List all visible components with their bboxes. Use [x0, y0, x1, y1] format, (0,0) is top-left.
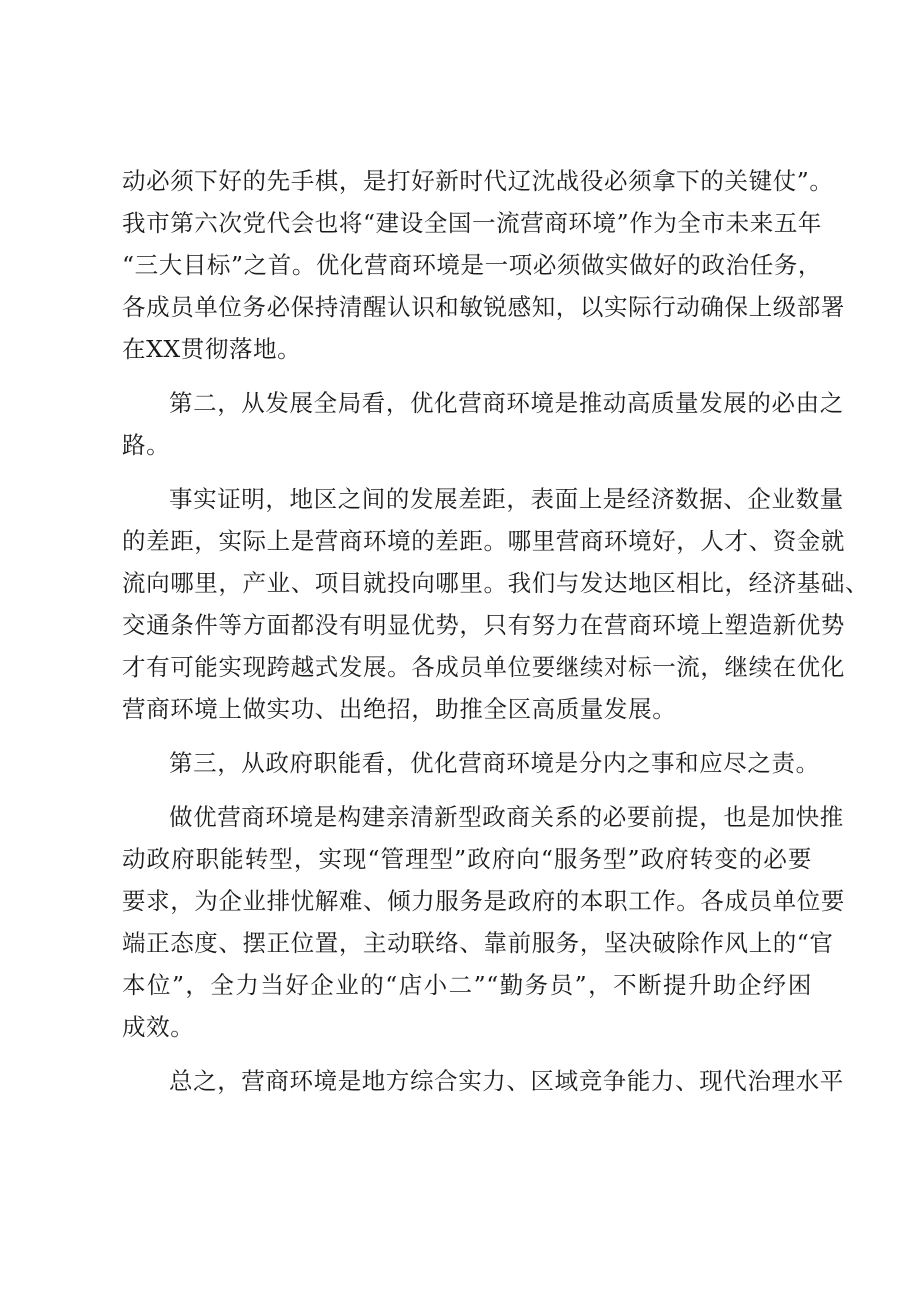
paragraph-gap [122, 466, 812, 478]
text-line: 的差距，实际上是营商环境的差距。哪里营商环境好，人才、资金就 [122, 527, 845, 555]
paragraph [122, 742, 820, 784]
text-line: 成效。 [122, 1013, 195, 1041]
text-line: 要求，为企业排忧解难、倾力服务是政府的本职工作。各成员单位要 [122, 887, 845, 915]
paragraph [122, 160, 845, 370]
text-line: 事实证明，地区之间的发展差距，表面上是经济数据、企业数量 [169, 485, 844, 513]
text-line: 在XX贯彻落地。 [122, 335, 302, 363]
text-line: 各成员单位务必保持清醒认识和敏锐感知，以实际行动确保上级部署 [122, 293, 845, 321]
text-line: 营商环境上做实功、出绝招，助推全区高质量发展。 [122, 695, 677, 723]
paragraph-gap [122, 784, 812, 796]
text-line: 才有可能实现跨越式发展。各成员单位要继续对标一流，继续在优化 [122, 653, 845, 681]
paragraph-gap [122, 1048, 812, 1060]
text-line: 本位”，全力当好企业的“店小二”“勤务员”，不断提升助企纾困 [122, 971, 812, 999]
text-line: 总之，营商环境是地方综合实力、区域竞争能力、现代治理水平 [169, 1067, 844, 1095]
paragraph [122, 796, 845, 1048]
text-line: 我市第六次党代会也将“建设全国一流营商环境”作为全市未来五年 [122, 209, 823, 237]
paragraph-gap [122, 370, 812, 382]
paragraph [122, 1060, 844, 1102]
body-text [122, 160, 870, 1102]
paragraph [122, 382, 844, 466]
paragraph [122, 478, 870, 730]
text-line: 动政府职能转型，实现“管理型”政府向“服务型”政府转变的必要 [122, 845, 812, 873]
text-line: 动必须下好的先手棋，是打好新时代辽沈战役必须拿下的关键仗”。 [122, 167, 834, 195]
text-line: 第三，从政府职能看，优化营商环境是分内之事和应尽之责。 [169, 749, 820, 777]
text-line: 路。 [122, 431, 171, 459]
text-line: 做优营商环境是构建亲清新型政商关系的必要前提，也是加快推 [169, 803, 844, 831]
text-line: 第二，从发展全局看，优化营商环境是推动高质量发展的必由之 [169, 389, 844, 417]
text-line: 端正态度、摆正位置，主动联络、靠前服务，坚决破除作风上的“官 [122, 929, 834, 957]
text-line: “三大目标”之首。优化营商环境是一项必须做实做好的政治任务， [122, 251, 823, 279]
text-line: 交通条件等方面都没有明显优势，只有努力在营商环境上塑造新优势 [122, 611, 845, 639]
text-line: 流向哪里，产业、项目就投向哪里。我们与发达地区相比，经济基础、 [122, 569, 870, 597]
paragraph-gap [122, 730, 812, 742]
